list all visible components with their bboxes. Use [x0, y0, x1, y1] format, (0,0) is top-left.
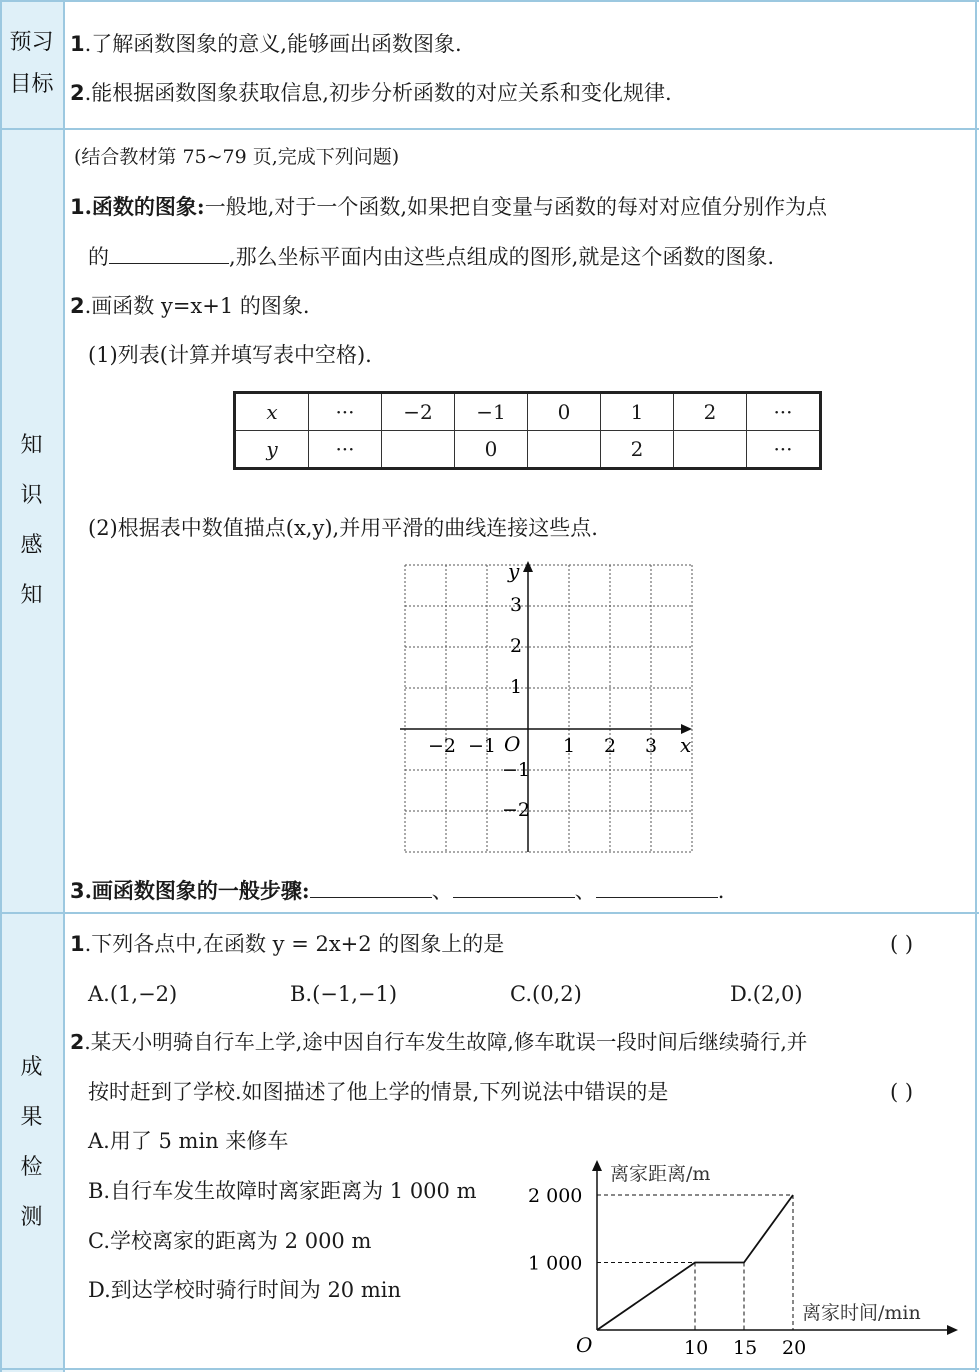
y-axis-arrow: [523, 561, 533, 572]
table-cell: 0: [455, 431, 528, 469]
frame-right: [975, 0, 977, 1372]
answer-blank[interactable]: [453, 877, 575, 898]
check-q2-option-a: A.用了 5 min 来修车: [88, 1129, 289, 1153]
check-q1: 1.下列各点中,在函数 y = 2x+2 的图象上的是: [70, 932, 505, 956]
dt-y-tick-label: 1 000: [528, 1252, 583, 1275]
origin-label: O: [504, 732, 521, 756]
table-cell-blank[interactable]: [674, 431, 747, 469]
dt-origin-label: O: [576, 1333, 593, 1357]
table-cell: −2: [382, 393, 455, 431]
check-q2-line2: 按时赶到了学校.如图描述了他上学的情景,下列说法中错误的是: [88, 1080, 669, 1104]
goal-2: 2.能根据函数图象获取信息,初步分析函数的对应关系和变化规律.: [70, 81, 672, 105]
x-tick-label: 1: [563, 735, 576, 757]
table-cell: −1: [455, 393, 528, 431]
knowledge-q1-line1: 1.函数的图象:一般地,对于一个函数,如果把自变量与函数的每对对应值分别作为点: [70, 194, 828, 219]
divider-1: [0, 128, 979, 130]
knowledge-label-char: 识: [20, 483, 43, 508]
frame-left: [0, 0, 2, 1372]
y-tick-label: 1: [510, 676, 523, 698]
knowledge-label-char: 知: [20, 433, 43, 458]
check-label-char: 测: [20, 1205, 43, 1230]
y-tick-label: 2: [510, 635, 523, 657]
knowledge-label-char: 知: [20, 583, 43, 608]
answer-blank[interactable]: [109, 243, 229, 264]
answer-blank[interactable]: [310, 877, 432, 898]
table-cell: y: [235, 431, 309, 469]
table-cell: ···: [309, 431, 382, 469]
check-q1-option-d: D.(2,0): [730, 982, 803, 1006]
check-q1-option-c: C.(0,2): [510, 982, 582, 1006]
y-tick-label: −2: [502, 799, 531, 821]
dt-x-tick-label: 15: [733, 1337, 758, 1359]
dt-y-tick-label: 2 000: [528, 1185, 583, 1207]
dt-y-axis-label: 离家距离/m: [610, 1163, 711, 1185]
y-tick-label: 3: [510, 594, 523, 616]
check-q1-option-b: B.(−1,−1): [290, 982, 398, 1006]
dt-y-axis-arrow: [592, 1160, 602, 1171]
frame-bottom: [0, 1368, 979, 1370]
check-label-char: 果: [20, 1105, 43, 1130]
x-tick-label: −2: [428, 735, 457, 757]
table-cell: ···: [747, 431, 821, 469]
distance-time-chart: [520, 1152, 965, 1366]
table-row: [235, 393, 821, 431]
value-table: [233, 391, 822, 470]
x-tick-label: 2: [604, 735, 617, 757]
section-label-preview: [0, 0, 63, 128]
check-q1-option-a: A.(1,−2): [88, 982, 178, 1006]
preview-label-line1: 预习: [9, 30, 54, 55]
table-cell: 1: [601, 393, 674, 431]
table-cell: ···: [747, 393, 821, 431]
frame-top: [0, 0, 979, 2]
knowledge-q1-line2: 的 ,那么坐标平面内由这些点组成的图形,就是这个函数的图象.: [88, 245, 775, 269]
knowledge-q3: 3.画函数图象的一般步骤: 、 、 .: [70, 878, 725, 903]
x-tick-label: 3: [645, 735, 658, 757]
check-q2-option-c: C.学校离家的距离为 2 000 m: [88, 1229, 372, 1253]
knowledge-q2-sub1: (1)列表(计算并填写表中空格).: [88, 343, 372, 367]
check-q1-answer-paren[interactable]: ( ): [890, 932, 914, 956]
check-q2-answer-paren[interactable]: ( ): [890, 1080, 914, 1104]
preview-label-line2: 目标: [9, 72, 54, 97]
table-cell: 0: [528, 393, 601, 431]
table-row: [235, 431, 821, 469]
knowledge-q2: 2.画函数 y=x+1 的图象.: [70, 294, 310, 318]
knowledge-intro: (结合教材第 75~79 页,完成下列问题): [74, 146, 400, 168]
y-tick-label: −1: [502, 759, 531, 781]
x-tick-label: −1: [468, 735, 497, 757]
answer-blank[interactable]: [596, 877, 718, 898]
check-label-char: 成: [20, 1055, 43, 1080]
check-q2-option-b: B.自行车发生故障时离家距离为 1 000 m: [88, 1179, 477, 1203]
divider-2: [0, 912, 979, 914]
sidebar-divider: [63, 0, 65, 1372]
table-cell-blank[interactable]: [382, 431, 455, 469]
dt-x-tick-label: 20: [782, 1337, 807, 1359]
grid-lines: [405, 565, 692, 852]
table-cell: 2: [674, 393, 747, 431]
coordinate-grid[interactable]: [400, 560, 700, 856]
check-q2-line1: 2.某天小明骑自行车上学,途中因自行车发生故障,修车耽误一段时间后继续骑行,并: [70, 1030, 808, 1054]
section-label-check: [0, 914, 63, 1372]
knowledge-label-char: 感: [20, 533, 43, 558]
check-q2-option-d: D.到达学校时骑行时间为 20 min: [88, 1278, 401, 1302]
x-axis-label: x: [680, 733, 692, 757]
table-cell: 2: [601, 431, 674, 469]
table-cell-blank[interactable]: [528, 431, 601, 469]
dt-x-axis-arrow: [947, 1325, 958, 1335]
dt-x-axis-label: 离家时间/min: [802, 1302, 921, 1324]
knowledge-q2-sub2: (2)根据表中数值描点(x,y),并用平滑的曲线连接这些点.: [88, 516, 598, 540]
dt-tick-labels: [528, 1185, 806, 1359]
dt-x-tick-label: 10: [684, 1337, 709, 1359]
table-cell: ···: [309, 393, 382, 431]
table-cell: x: [235, 393, 309, 431]
section-label-knowledge: [0, 130, 63, 912]
goal-1: 1.了解函数图象的意义,能够画出函数图象.: [70, 32, 462, 56]
y-axis-label: y: [508, 560, 520, 583]
check-label-char: 检: [20, 1155, 43, 1180]
